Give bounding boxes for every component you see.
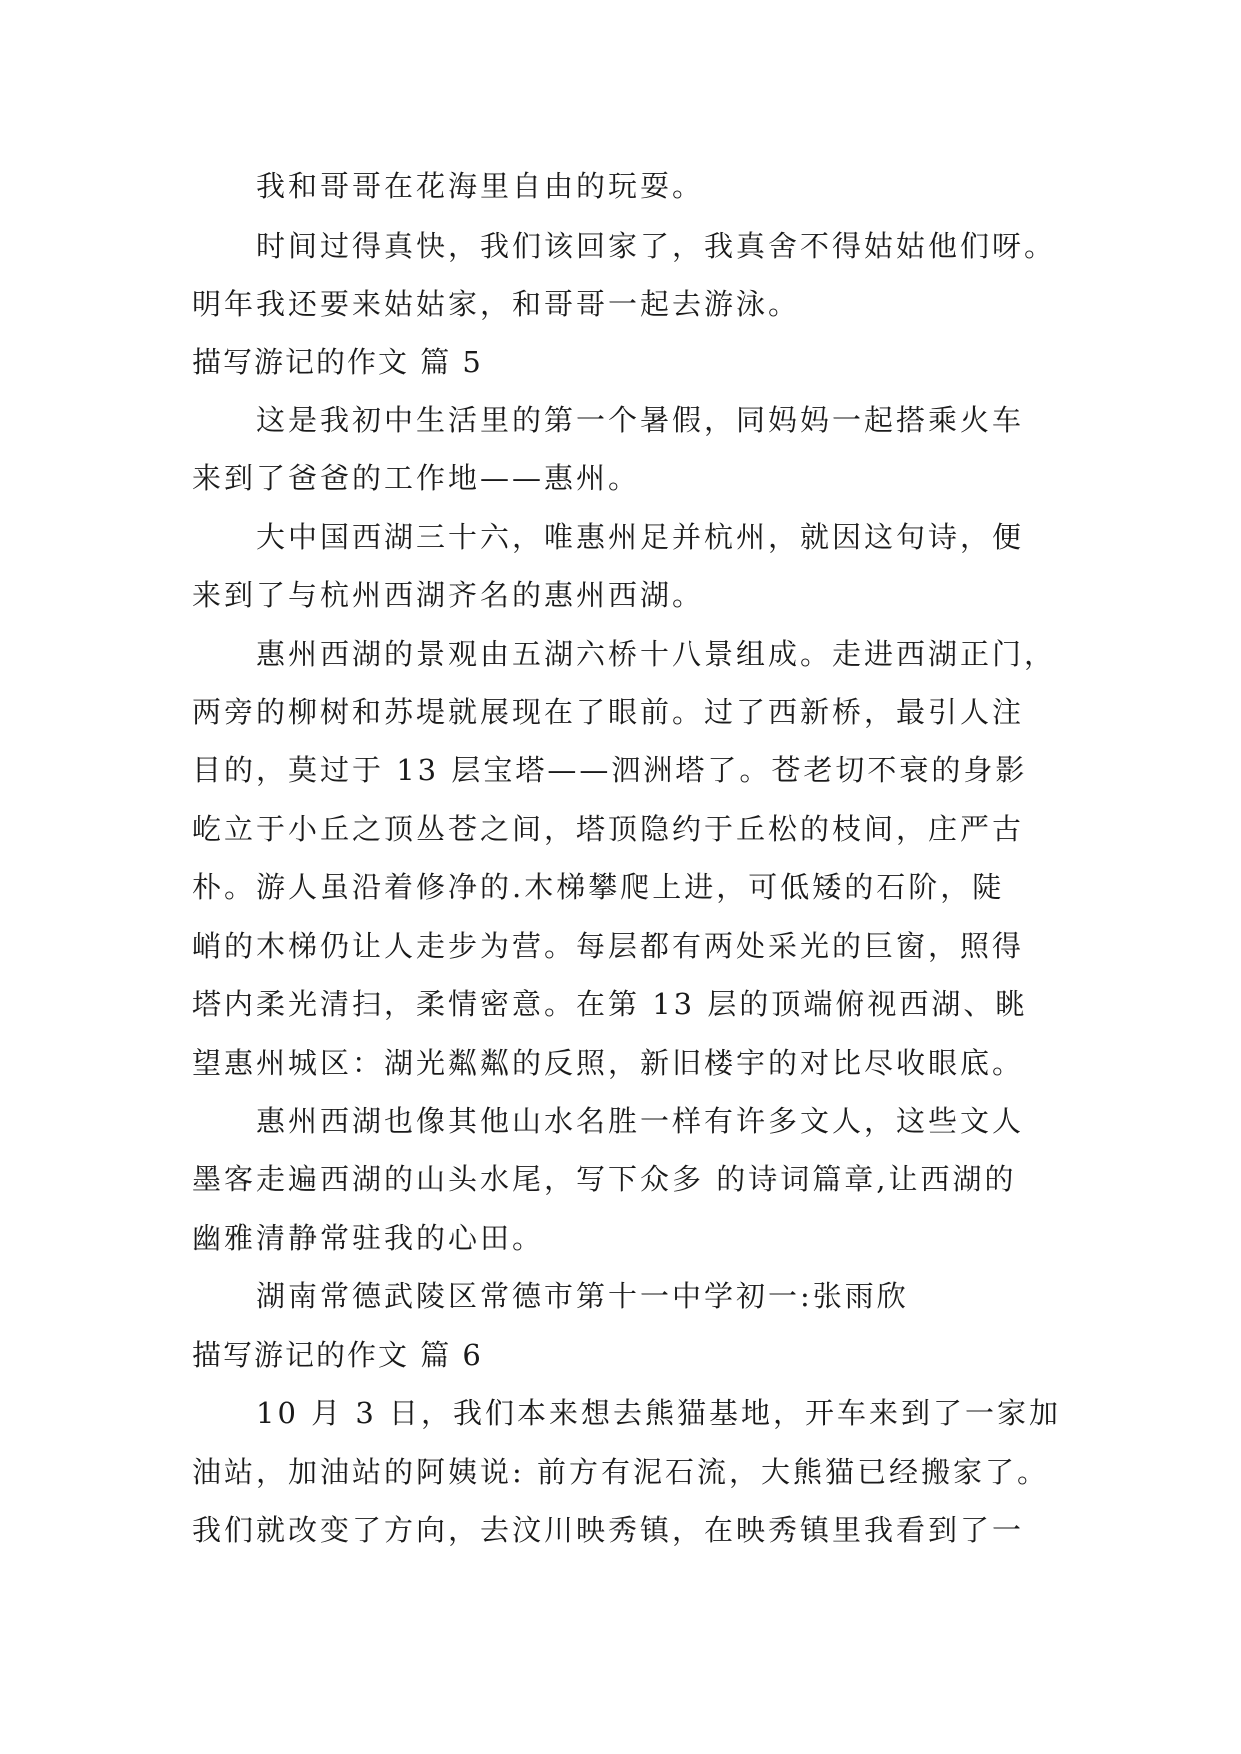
- section-heading: 描写游记的作文 篇 6: [192, 1338, 483, 1372]
- paragraph-line: 屹立于小丘之顶丛苍之间，塔顶隐约于丘松的枝间，庄严古: [192, 812, 1025, 846]
- paragraph-line: 墨客走遍西湖的山头水尾，写下众多 的诗词篇章,让西湖的: [192, 1162, 1017, 1196]
- paragraph-line: 时间过得真快，我们该回家了，我真舍不得姑姑他们呀。: [256, 229, 1057, 263]
- paragraph-line: 来到了与杭州西湖齐名的惠州西湖。: [192, 578, 705, 612]
- paragraph-line: 这是我初中生活里的第一个暑假，同妈妈一起搭乘火车: [256, 403, 1025, 437]
- paragraph-line: 我们就改变了方向，去汶川映秀镇，在映秀镇里我看到了一: [192, 1513, 1025, 1547]
- paragraph-line: 峭的木梯仍让人走步为营。每层都有两处采光的巨窗，照得: [192, 929, 1025, 963]
- paragraph-line: 大中国西湖三十六，唯惠州足并杭州，就因这句诗，便: [256, 520, 1025, 554]
- paragraph-line: 来到了爸爸的工作地——惠州。: [192, 461, 641, 495]
- paragraph-line: 望惠州城区：湖光粼粼的反照，新旧楼宇的对比尽收眼底。: [192, 1046, 1025, 1080]
- paragraph-line: 朴。游人虽沿着修净的.木梯攀爬上进，可低矮的石阶，陡: [192, 870, 1005, 904]
- paragraph-line: 油站，加油站的阿姨说: 前方有泥石流，大熊猫已经搬家了。: [192, 1455, 1049, 1489]
- paragraph-line: 惠州西湖也像其他山水名胜一样有许多文人，这些文人: [256, 1104, 1025, 1138]
- paragraph-line: 10 月 3 日，我们本来想去熊猫基地，开车来到了一家加: [256, 1396, 1062, 1430]
- paragraph-line: 惠州西湖的景观由五湖六桥十八景组成。走进西湖正门，: [256, 637, 1057, 671]
- paragraph-line: 两旁的柳树和苏堤就展现在了眼前。过了西新桥，最引人注: [192, 695, 1025, 729]
- paragraph-line: 明年我还要来姑姑家，和哥哥一起去游泳。: [192, 287, 801, 321]
- paragraph-line: 目的，莫过于 13 层宝塔——泗洲塔了。苍老切不衰的身影: [192, 753, 1028, 787]
- paragraph-line: 我和哥哥在花海里自由的玩耍。: [256, 169, 705, 203]
- author-line: 湖南常德武陵区常德市第十一中学初一:张雨欣: [256, 1279, 909, 1313]
- paragraph-line: 幽雅清静常驻我的心田。: [192, 1221, 545, 1255]
- section-heading: 描写游记的作文 篇 5: [192, 345, 483, 379]
- paragraph-line: 塔内柔光清扫，柔情密意。在第 13 层的顶端俯视西湖、眺: [192, 987, 1028, 1021]
